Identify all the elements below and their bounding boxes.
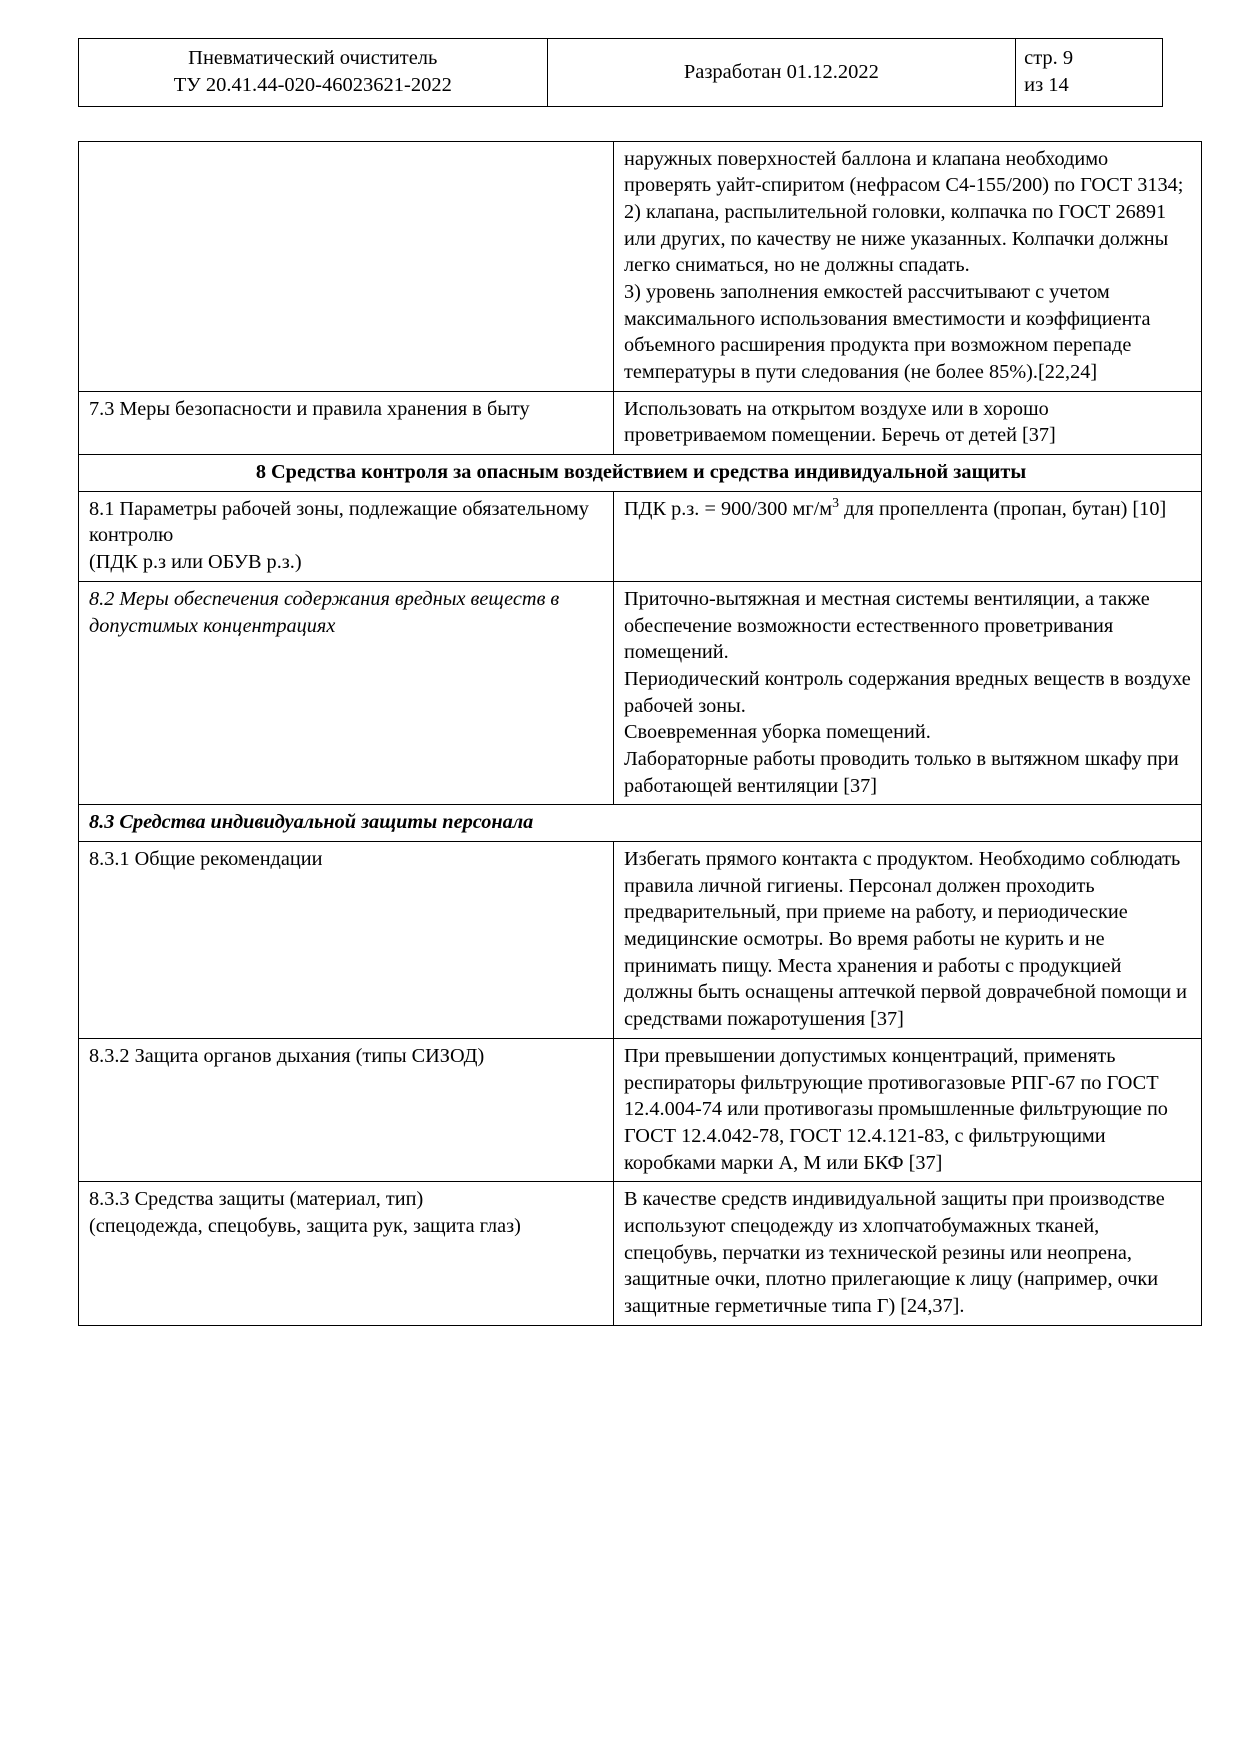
header-page-line-1: стр. 9 — [1024, 47, 1074, 69]
row-8-3-3-paragraph-1: В качестве средств индивидуальной защиты при производстве используют спецодежду из хлопчатобумажных тканей, спецобувь, перчатки из технической резины или неопрена, защитные очки, плотно прилегающие к лицу (например, очки защитные герметичные типа Г) [24,37]. — [624, 1188, 1165, 1317]
row-7-3-paragraph-1: Использовать на открытом воздухе или в хорошо проветриваемом помещении. Беречь от детей [37] — [624, 397, 1056, 447]
row-8-2-paragraph-3: Своевременная уборка помещений. — [624, 721, 931, 744]
row-1-right — [614, 141, 1202, 391]
header-title-line-2: ТУ 20.41.44-020-46023621-2022 — [173, 74, 452, 97]
row-8-2-paragraph-2: Периодический контроль содержания вредных веществ в воздухе рабочей зоны. — [624, 667, 1191, 717]
header-developed-date: Разработан 01.12.2022 — [547, 39, 1016, 107]
row-8-3-3-label-line-1: 8.3.3 Средства защиты (материал, тип) — [89, 1188, 424, 1211]
row-8-2-value — [614, 581, 1202, 805]
table-row — [79, 141, 1202, 391]
table-row — [79, 1182, 1202, 1325]
table-row — [79, 581, 1202, 805]
section-8-3-heading: 8.3 Средства индивидуальной защиты персонала — [79, 805, 1202, 842]
row-7-3-label: 7.3 Меры безопасности и правила хранения в быту — [79, 391, 614, 454]
table-row — [79, 842, 1202, 1039]
requirements-table — [78, 141, 1202, 1326]
row-8-2-paragraph-4: Лабораторные работы проводить только в вытяжном шкафу при работающей вентиляции [37] — [624, 747, 1179, 797]
header-document-title — [79, 39, 548, 107]
row-8-3-3-value — [614, 1182, 1202, 1325]
row-8-3-3-label — [79, 1182, 614, 1325]
header-page-line-2: из 14 — [1024, 74, 1069, 97]
page-header-table — [78, 38, 1163, 107]
row-8-3-1-value — [614, 842, 1202, 1039]
header-page-number — [1016, 39, 1163, 107]
row-8-1-label-line-1: 8.1 Параметры рабочей зоны, подлежащие обязательному контролю — [89, 497, 589, 547]
table-row — [79, 491, 1202, 581]
row-7-3-value — [614, 391, 1202, 454]
row-1-paragraph-3: 3) уровень заполнения емкостей рассчитывают с учетом максимального использования вместимости и коэффициента объемного расширения продукта при возможном перепаде температуры в пути следования (не более 85%).[22,24] — [624, 280, 1151, 383]
table-row — [79, 391, 1202, 454]
header-title-line-1: Пневматический очиститель — [188, 47, 438, 69]
row-8-2-paragraph-1: Приточно-вытяжная и местная системы вентиляции, а также обеспечение возможности естественного проветривания помещений. — [624, 587, 1150, 664]
row-1-paragraph-2: 2) клапана, распылительной головки, колпачка по ГОСТ 26891 или других, по качеству не ниже указанных. Колпачки должны легко сниматься, но не должны спадать. — [624, 200, 1169, 277]
row-1-paragraph-1: наружных поверхностей баллона и клапана необходимо проверять уайт-спиритом (нефрасом С4-155/200) по ГОСТ 3134; — [624, 147, 1184, 197]
row-8-1-label-line-2: (ПДК р.з или ОБУВ р.з.) — [89, 551, 302, 574]
row-8-3-2-value — [614, 1038, 1202, 1181]
row-8-3-2-label: 8.3.2 Защита органов дыхания (типы СИЗОД) — [79, 1038, 614, 1181]
table-row — [79, 455, 1202, 492]
table-row — [79, 1038, 1202, 1181]
row-8-3-1-label: 8.3.1 Общие рекомендации — [79, 842, 614, 1039]
row-8-1-value-text: ПДК р.з. = 900/300 $мг/м^3$ для пропеллента (пропан, бутан) [10] — [624, 494, 1167, 520]
row-8-1-label — [79, 491, 614, 581]
row-8-2-label: 8.2 Меры обеспечения содержания вредных веществ в допустимых концентрациях — [79, 581, 614, 805]
table-row — [79, 805, 1202, 842]
row-1-left-empty — [79, 141, 614, 391]
row-8-1-value — [614, 491, 1202, 581]
row-8-3-3-label-line-2: (спецодежда, спецобувь, защита рук, защита глаз) — [89, 1214, 521, 1237]
row-8-3-1-paragraph-1: Избегать прямого контакта с продуктом. Необходимо соблюдать правила личной гигиены. Персонал должен проходить предварительный, при приеме на работу, и периодические медицинские осмотры. Во время работы не курить и не принимать пищу. Места хранения и работы с продукцией должны быть оснащены аптечкой первой доврачебной помощи и средствами пожаротушения [37] — [624, 848, 1187, 1031]
section-8-heading: 8 Средства контроля за опасным воздействием и средства индивидуальной защиты — [79, 455, 1202, 492]
header-row — [79, 39, 1163, 107]
row-8-3-2-paragraph-1: При превышении допустимых концентраций, применять респираторы фильтрующие противогазовые РПГ-67 по ГОСТ 12.4.004-74 или противогазы промышленные фильтрующие по ГОСТ 12.4.042-78, ГОСТ 12.4.121-83, с фильтрующими коробками марки А, М или БКФ [37] — [624, 1044, 1168, 1174]
